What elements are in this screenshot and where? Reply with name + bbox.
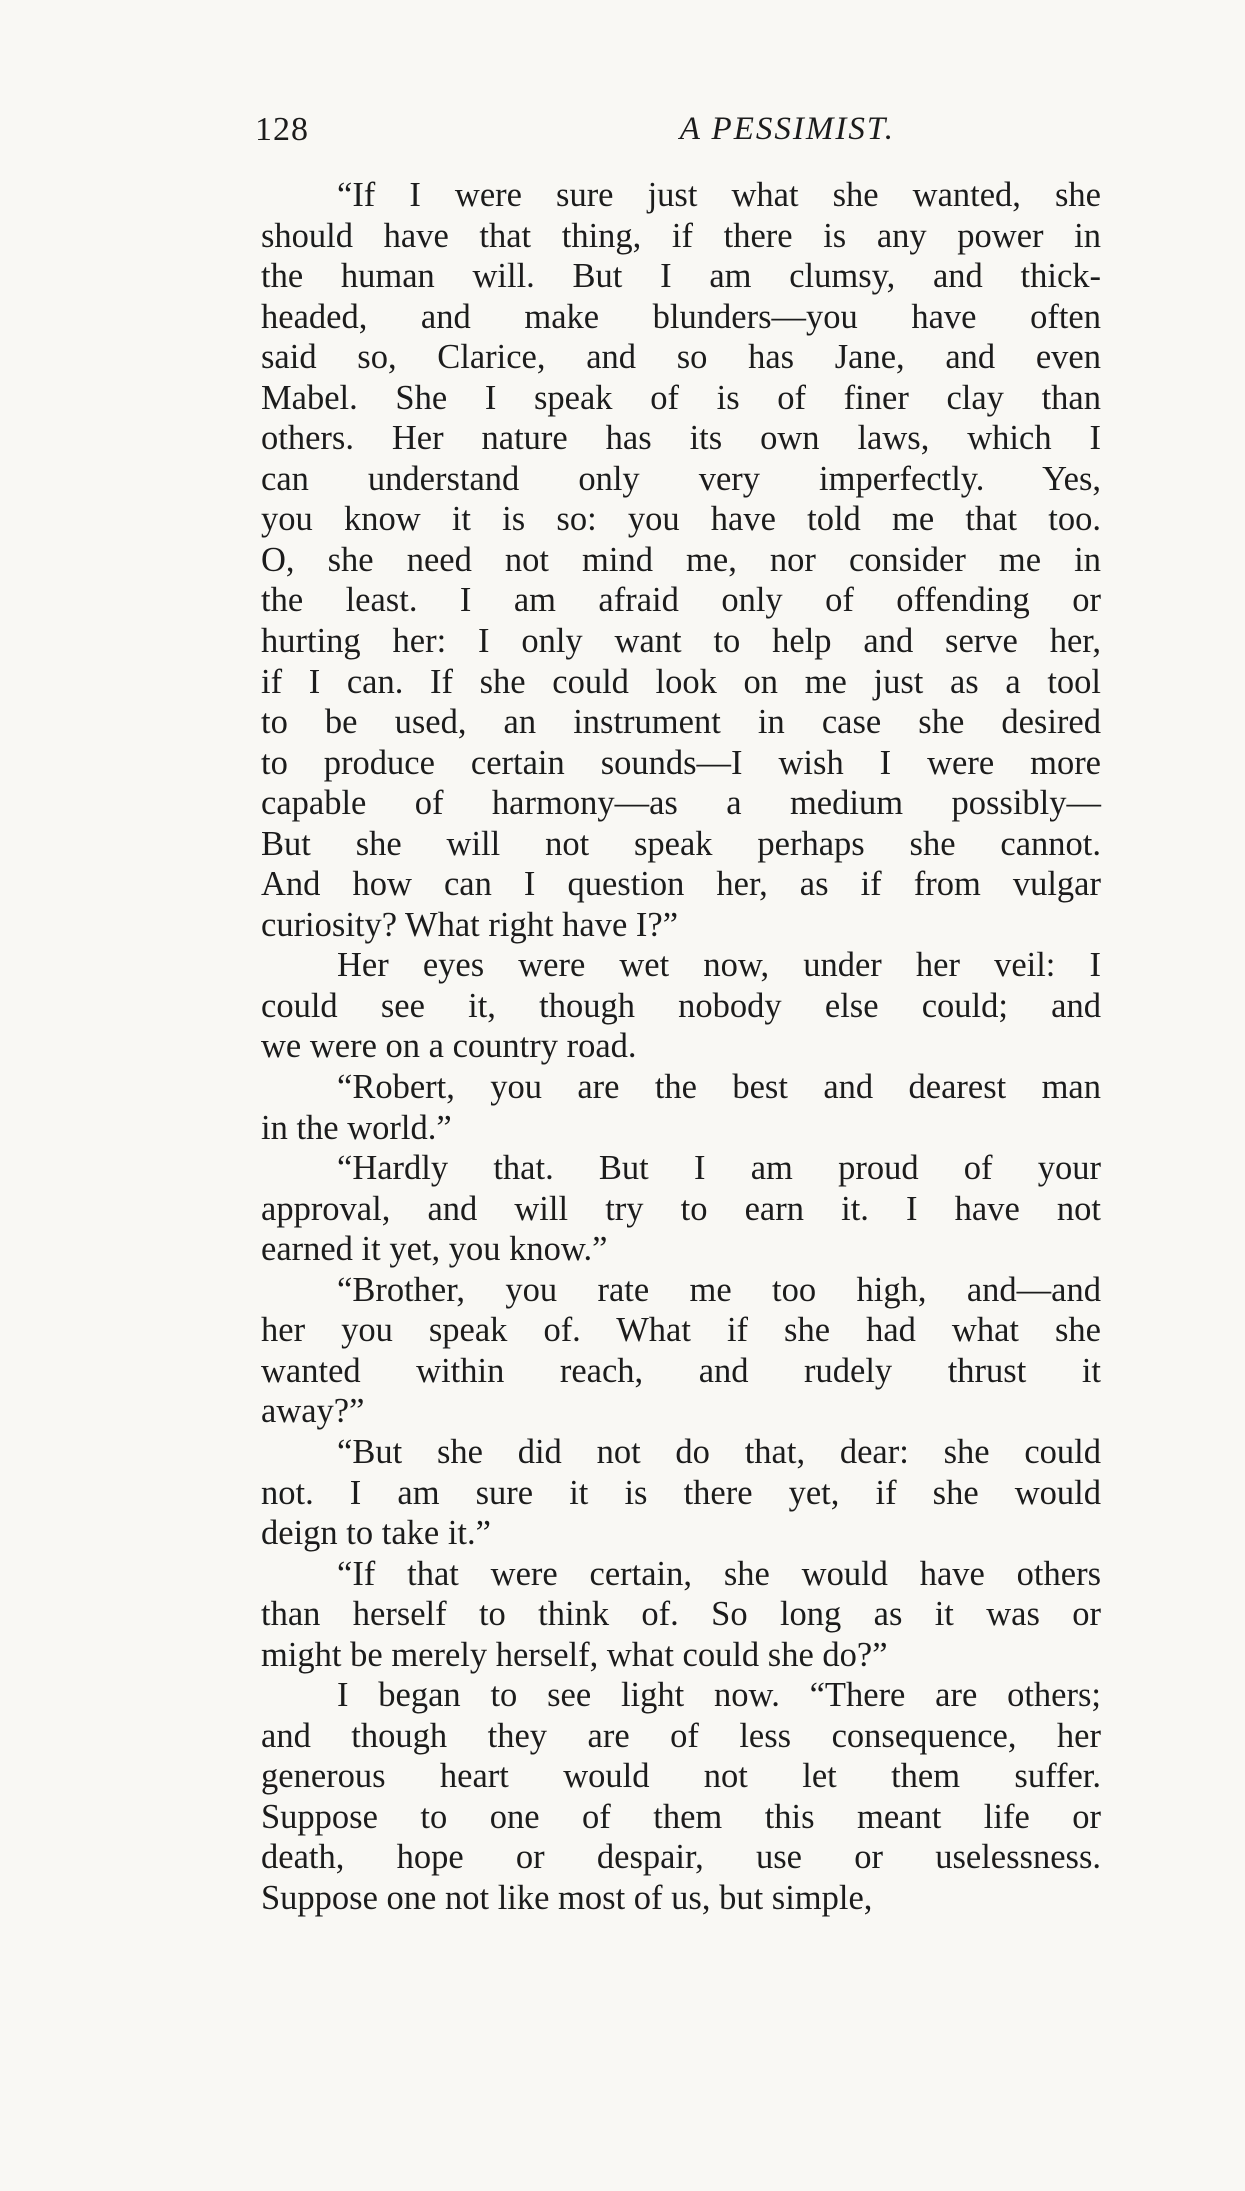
- text-line: capable of harmony—as a medium possibly—: [261, 784, 1101, 823]
- paragraph: [261, 1432, 1101, 1554]
- text-line: Her eyes were wet now, under her veil: I: [337, 946, 1101, 985]
- text-line: than herself to think of. So long as it was or: [261, 1595, 1101, 1634]
- text-line: you know it is so: you have told me that too.: [261, 500, 1101, 539]
- paragraph: [261, 1148, 1101, 1270]
- text-line: can understand only very imperfectly. Yes,: [261, 459, 1101, 498]
- page-number: 128: [255, 111, 309, 148]
- text-line: headed, and make blunders—you have often: [261, 297, 1101, 336]
- text-line: should have that thing, if there is any power in: [261, 216, 1101, 255]
- running-header: [255, 111, 1100, 161]
- text-line: the human will. But I am clumsy, and thick-: [261, 257, 1101, 296]
- paragraph: [261, 945, 1101, 1067]
- text-line: to be used, an instrument in case she desired: [261, 703, 1101, 742]
- text-line: we were on a country road.: [261, 1027, 637, 1066]
- text-line: deign to take it.”: [261, 1514, 491, 1553]
- text-line: I began to see light now. “There are others;: [337, 1676, 1101, 1715]
- text-line: could see it, though nobody else could; and: [261, 986, 1101, 1025]
- text-line: And how can I question her, as if from vulgar: [261, 865, 1101, 904]
- text-line: wanted within reach, and rudely thrust it: [261, 1351, 1101, 1390]
- text-line: Suppose one not like most of us, but simple,: [261, 1878, 873, 1917]
- text-line: said so, Clarice, and so has Jane, and even: [261, 338, 1101, 377]
- text-line: Mabel. She I speak of is of finer clay than: [261, 378, 1101, 417]
- text-line: if I can. If she could look on me just as a tool: [261, 662, 1101, 701]
- text-line: “But she did not do that, dear: she could: [337, 1432, 1101, 1471]
- text-line: her you speak of. What if she had what she: [261, 1311, 1101, 1350]
- text-line: “Hardly that. But I am proud of your: [337, 1149, 1101, 1188]
- body-text: [261, 175, 1101, 1919]
- text-line: the least. I am afraid only of offending or: [261, 581, 1101, 620]
- text-line: generous heart would not let them suffer.: [261, 1757, 1101, 1796]
- text-line: curiosity? What right have I?”: [261, 905, 679, 944]
- text-line: “If that were certain, she would have others: [337, 1554, 1101, 1593]
- paragraph: [261, 175, 1101, 945]
- paragraph: [261, 1067, 1101, 1148]
- text-line: away?”: [261, 1392, 365, 1431]
- text-line: not. I am sure it is there yet, if she would: [261, 1473, 1101, 1512]
- text-line: O, she need not mind me, nor consider me in: [261, 540, 1101, 579]
- text-line: “Robert, you are the best and dearest man: [337, 1068, 1101, 1107]
- text-line: “Brother, you rate me too high, and—and: [337, 1270, 1101, 1309]
- text-line: in the world.”: [261, 1108, 452, 1147]
- text-line: to produce certain sounds—I wish I were more: [261, 743, 1101, 782]
- text-line: “If I were sure just what she wanted, she: [337, 176, 1101, 214]
- text-line: hurting her: I only want to help and serve her,: [261, 622, 1101, 661]
- text-line: death, hope or despair, use or uselessness.: [261, 1838, 1101, 1877]
- text-line: But she will not speak perhaps she cannot.: [261, 824, 1101, 863]
- paragraph: [261, 1675, 1101, 1918]
- text-line: approval, and will try to earn it. I have not: [261, 1189, 1101, 1228]
- text-line: Suppose to one of them this meant life or: [261, 1797, 1101, 1836]
- paragraph: [261, 1554, 1101, 1676]
- running-title: A PESSIMIST.: [679, 111, 895, 147]
- text-line: others. Her nature has its own laws, which I: [261, 419, 1101, 458]
- text-line: earned it yet, you know.”: [261, 1230, 608, 1269]
- text-line: might be merely herself, what could she do?”: [261, 1635, 888, 1674]
- paragraph: [261, 1270, 1101, 1432]
- text-line: and though they are of less consequence, her: [261, 1716, 1101, 1755]
